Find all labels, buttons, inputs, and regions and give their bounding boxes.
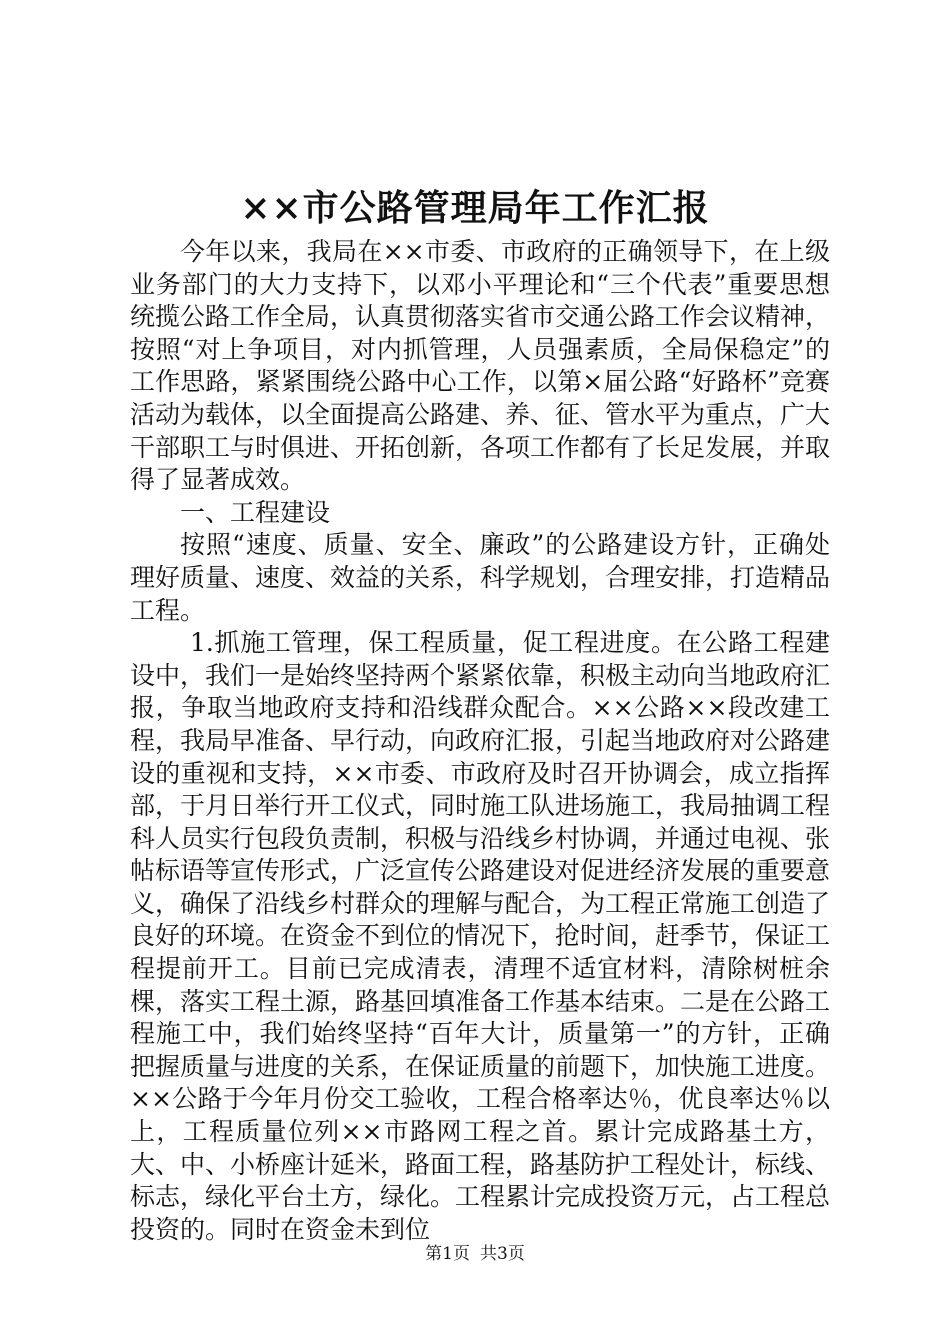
numbered-item-paragraph: 1.抓施工管理，保工程质量，促工程进度。在公路工程建设中，我们一是始终坚持两个紧紧依靠，积极主动向当地政府汇报，争取当地政府支持和沿线群众配合。××公路××段改建工程，我局早准备、早行动，向政府汇报，引起当地政府对公路建设的重视和支持，××市委、市政府及时召开协调会，成立指挥部，于月日举行开工仪式，同时施工队进场施工，我局抽调工程科人员实行包段负责制，积极与沿线乡村协调，并通过电视、张帖标语等宣传形式，广泛宣传公路建设对促进经济发展的重要意义，确保了沿线乡村群众的理解与配合，为工程正常施工创造了良好的环境。在资金不到位的情况下，抢时间，赶季节，保证工程提前开工。目前已完成清表，清理不适宜材料，清除树桩余棵，落实工程土源，路基回填准备工作基本结束。二是在公路工程施工中，我们始终坚持“百年大计，质量第一”的方针，正确把握质量与进度的关系，在保证质量的前题下，加快施工进度。××公路于今年月份交工验收，工程合格率达％，优良率达％以上，工程质量位列××市路网工程之首。累计完成路基土方，大、中、小桥座计延米，路面工程，路基防护工程处计，标线、标志，绿化平台土方，绿化。工程累计完成投资万元，占工程总投资的。同时在资金未到位 (130, 628, 831, 1244)
document-title: ××市公路管理局年工作汇报 (240, 187, 710, 229)
section-heading-engineering: 一、工程建设 (180, 497, 331, 527)
page-total: 共3页 (480, 1244, 525, 1264)
page-number: 第1页 (425, 1244, 470, 1264)
intro-paragraph: 今年以来，我局在××市委、市政府的正确领导下，在上级业务部门的大力支持下，以邓小平理论和“三个代表”重要思想统揽公路工作全局，认真贯彻落实省市交通公路工作会议精神，按照“对上争项目，对内抓管理，人员强素质，全局保稳定”的工作思路，紧紧围绕公路中心工作，以第×届公路“好路杯”竞赛活动为载体，以全面提高公路建、养、征、管水平为重点，广大干部职工与时俱进、开拓创新，各项工作都有了长足发展，并取得了显著成效。 (130, 237, 831, 495)
document-body (130, 236, 830, 1246)
page-footer (0, 1242, 950, 1266)
section-intro-paragraph: 按照“速度、质量、安全、廉政”的公路建设方针，正确处理好质量、速度、效益的关系，科学规划，合理安排，打造精品工程。 (130, 530, 831, 625)
